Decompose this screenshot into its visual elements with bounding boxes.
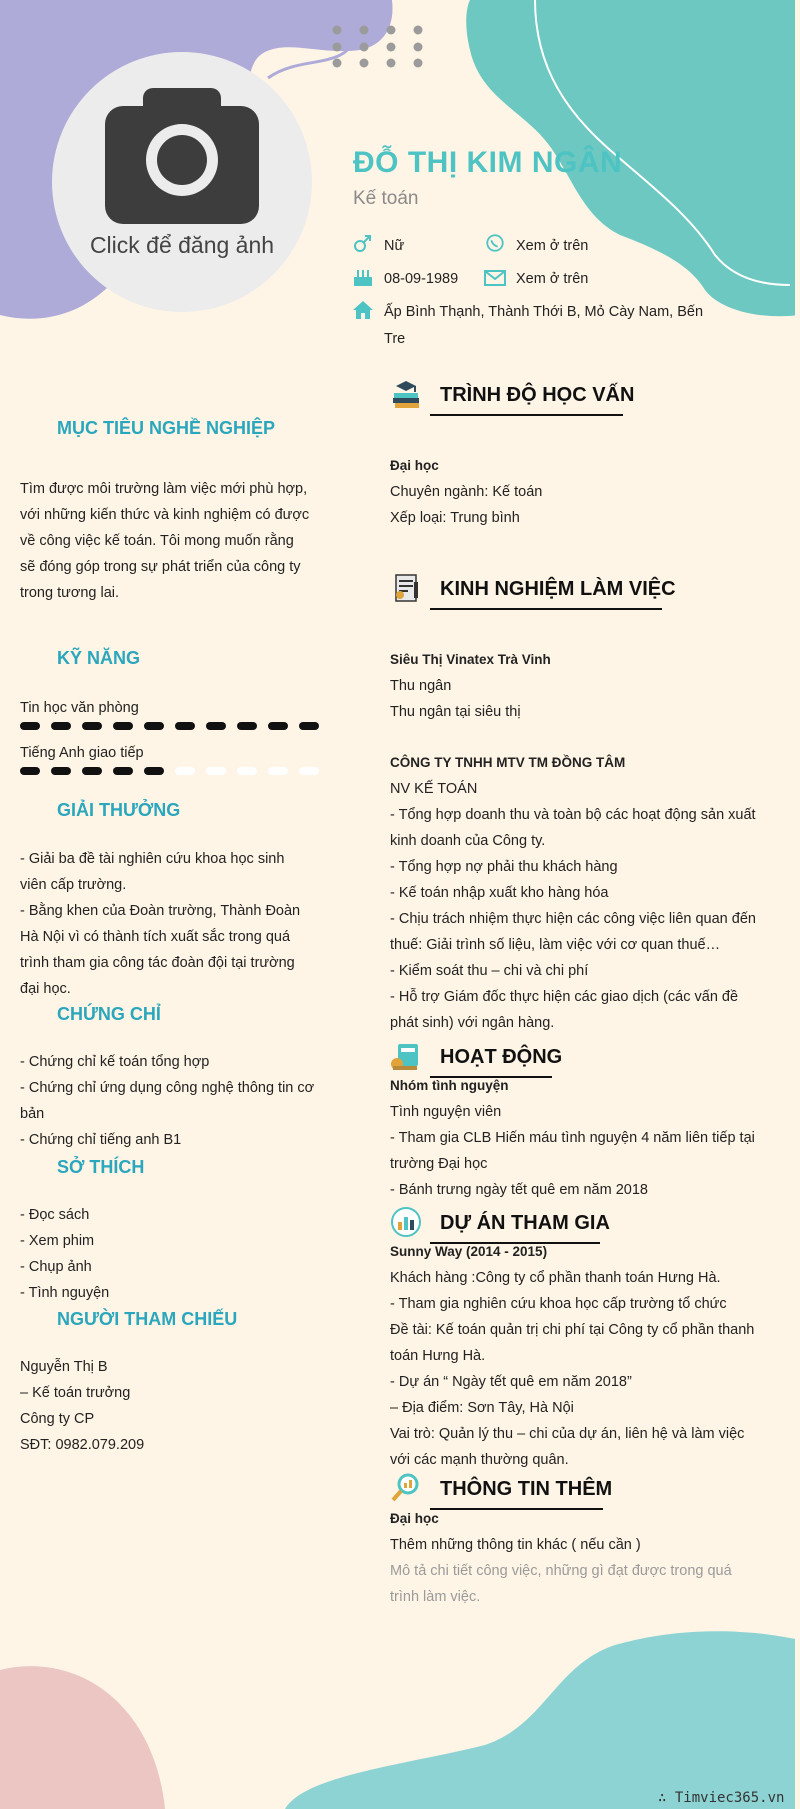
experience-heading: KINH NGHIỆM LÀM VIỆC [440, 578, 676, 600]
pink-blob [0, 1660, 170, 1809]
activities-icon [390, 1040, 422, 1072]
experience-company-1: Siêu Thị Vinatex Trà Vinh Thu ngân Thu ngân tại siêu thị [390, 652, 551, 720]
reference-heading: NGƯỜI THAM CHIẾU [57, 1309, 238, 1329]
photo-upload-label[interactable]: Click để đăng ảnh [89, 232, 275, 258]
address-line-1: Ấp Bình Thạnh, Thành Thới B, Mỏ Cày Nam, Bến [384, 304, 704, 320]
objective-text: Tìm được môi trường làm việc mới phù hợp, với những kiến thức và kinh nghiệm có được về công việc kế toán. Tôi mong muốn rằng sẽ đóng góp trong sự phát triển của công ty trong tương lai. [20, 481, 310, 601]
email-value: Xem ở trên [516, 271, 589, 287]
magnifier-icon [390, 1472, 422, 1504]
activities-text: Nhóm tình nguyện Tình nguyện viên - Tham gia CLB Hiến máu tình nguyện 4 năm liên tiếp tại trường Đại học - Bánh trưng ngày tết quê em năm 2018 [390, 1078, 755, 1198]
projects-heading: DỰ ÁN THAM GIA [440, 1212, 610, 1234]
reference-text: Nguyễn Thị B – Kế toán trưởng Công ty CP SĐT: 0982.079.209 [20, 1359, 145, 1453]
graduation-books-icon [390, 378, 422, 410]
phone-icon [484, 233, 506, 253]
camera-icon [105, 88, 259, 224]
home-icon [352, 300, 374, 320]
watermark-logo: ∴ Timviec365.vn [658, 1790, 785, 1806]
certificate-pen-icon [390, 572, 422, 604]
email-icon [484, 268, 506, 288]
objective-heading: MỤC TIÊU NGHỀ NGHIỆP [57, 418, 276, 438]
teal-blob-bottom [285, 1625, 795, 1809]
job-title: Kế toán [353, 188, 419, 209]
skills-heading: KỸ NĂNG [57, 648, 141, 668]
birthday-cake-icon [352, 267, 374, 287]
skill-name-2: Tiếng Anh giao tiếp [20, 745, 144, 761]
candidate-name: ĐỖ THỊ KIM NGÂN [353, 146, 623, 179]
awards-heading: GIẢI THƯỞNG [57, 800, 181, 820]
projects-text: Sunny Way (2014 - 2015) Khách hàng :Công ty cổ phần thanh toán Hưng Hà. - Tham gia nghiên cứu khoa học cấp trường tổ chức Đề tài: Kế toán quản trị chi phí tại Công ty cổ phần thanh toán Hưng Hà. - Dự án “ Ngày tết quê em năm 2018” – Địa điểm: Sơn Tây, Hà Nội Vai trò: Quản lý thu – chi của dự án, liên hệ và làm việc với các mạnh thường quân. [390, 1244, 755, 1468]
skill-bar-2 [20, 767, 320, 775]
phone-value: Xem ở trên [516, 238, 589, 254]
skill-name-1: Tin học văn phòng [20, 700, 139, 716]
activities-heading: HOẠT ĐỘNG [440, 1046, 563, 1068]
awards-text: - Giải ba đề tài nghiên cứu khoa học sinh viên cấp trường. - Bằng khen của Đoàn trường, Thành Đoàn Hà Nội vì có thành tích xuất sắc trong quá trình tham gia công tác đoàn đội tại trường đại học. [20, 851, 301, 997]
hobbies-heading: SỞ THÍCH [57, 1157, 145, 1177]
extra-info-text: Đại học Thêm những thông tin khác ( nếu cần ) Mô tả chi tiết công việc, những gì đạt được trong quá trình làm việc. [390, 1511, 732, 1605]
certificates-text: - Chứng chỉ kế toán tổng hợp - Chứng chỉ ứng dụng công nghệ thông tin cơ bản - Chứng chỉ tiếng anh B1 [20, 1054, 315, 1148]
certificates-heading: CHỨNG CHỈ [57, 1004, 161, 1024]
experience-company-2: CÔNG TY TNHH MTV TM ĐỒNG TÂM NV KẾ TOÁN - Tổng hợp doanh thu và toàn bộ các hoạt động sản xuất kinh doanh của Công ty. - Tổng hợp nợ phải thu khách hàng - Kế toán nhập xuất kho hàng hóa - Chịu trách nhiệm thực hiện các công việc liên quan đến thuế: Giải trình số liệu, làm việc với cơ quan thuế… - Kiểm soát thu – chi và chi phí - Hỗ trợ Giám đốc thực hiện các giao dịch (các vấn đề phát sinh) với ngân hàng. [390, 755, 756, 1031]
education-underline [430, 414, 623, 416]
skill-bar-1 [20, 722, 320, 730]
birthday-value: 08-09-1989 [384, 271, 459, 287]
extra-info-heading: THÔNG TIN THÊM [440, 1478, 613, 1500]
gender-icon [352, 234, 374, 254]
gender-value: Nữ [384, 238, 405, 254]
experience-underline [430, 608, 662, 610]
hobbies-text: - Đọc sách - Xem phim - Chụp ảnh - Tình nguyện [20, 1207, 110, 1301]
address-line-2: Tre [384, 331, 406, 347]
education-heading: TRÌNH ĐỘ HỌC VẤN [440, 384, 635, 406]
dots-decoration [330, 20, 430, 70]
project-chart-icon [390, 1206, 422, 1238]
education-text: Đại học Chuyên ngành: Kế toán Xếp loại: Trung bình [390, 458, 543, 526]
